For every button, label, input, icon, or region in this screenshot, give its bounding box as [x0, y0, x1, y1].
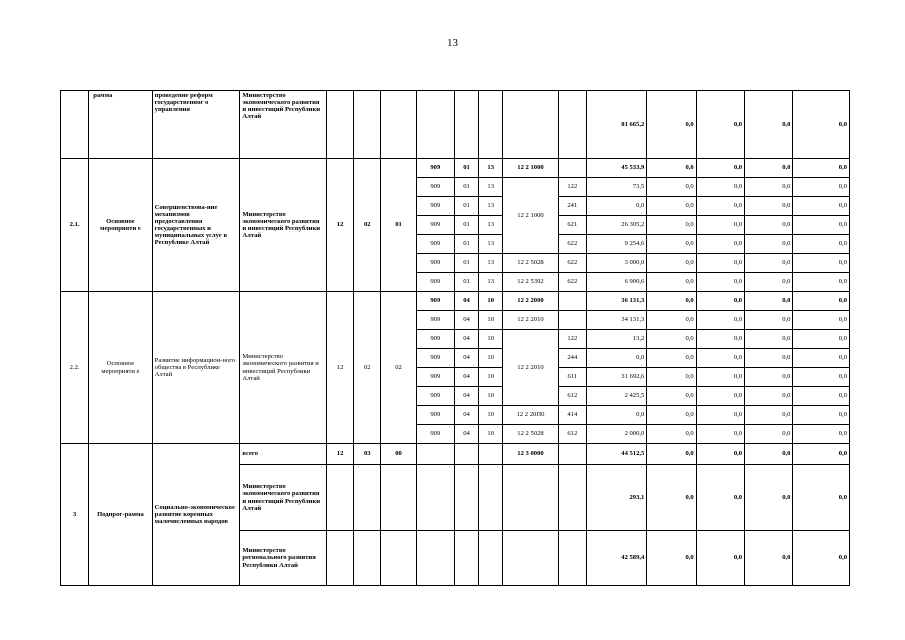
- pr-cell: 10: [479, 425, 503, 444]
- value-cell: 0,0: [745, 465, 793, 531]
- value-cell: 0,0: [647, 254, 696, 273]
- value-cell: 0,0: [647, 444, 696, 465]
- subprogram-code-cell: 02: [354, 159, 381, 292]
- value-cell: 0,0: [745, 292, 793, 311]
- rz-cell: 01: [454, 178, 478, 197]
- value-cell: 0,0: [793, 465, 850, 531]
- rz-cell: 01: [454, 216, 478, 235]
- program-code-cell: 12: [326, 444, 353, 465]
- cell-empty: [381, 465, 416, 531]
- csr-cell: 12 2 20П0: [503, 406, 558, 425]
- value-cell: 0,0: [647, 159, 696, 178]
- rz-cell: 04: [454, 349, 478, 368]
- sum-cell: 0,0: [586, 349, 646, 368]
- value-cell: 0,0: [696, 465, 744, 531]
- value-cell: 0,0: [793, 406, 850, 425]
- value-cell: 0,0: [696, 444, 744, 465]
- value-cell: 0,0: [647, 311, 696, 330]
- value-cell: 0,0: [793, 254, 850, 273]
- event-code-cell: 02: [381, 292, 416, 444]
- value-cell: 0,0: [696, 531, 744, 586]
- cell-empty: [558, 465, 586, 531]
- rz-cell: 01: [454, 273, 478, 292]
- value-cell: 0,0: [793, 197, 850, 216]
- rz-cell: 04: [454, 330, 478, 349]
- cell-empty: [558, 444, 586, 465]
- vr-cell: 612: [558, 387, 586, 406]
- value-cell: 0,0: [745, 311, 793, 330]
- value-cell: 0,0: [647, 178, 696, 197]
- pr-cell: 10: [479, 406, 503, 425]
- cell-empty: [454, 444, 478, 465]
- grbs-cell: 909: [416, 311, 454, 330]
- value-cell: 0,0: [745, 330, 793, 349]
- value-cell: 0,0: [647, 531, 696, 586]
- executor-cell: Министерство регионального развития Республики Алтай: [240, 531, 327, 586]
- name-cell: Социально-экономическое развитие коренных малочисленных народов: [152, 444, 240, 586]
- cell-empty: [558, 91, 586, 159]
- table-row: [61, 159, 850, 178]
- program-code-cell: 12: [326, 292, 353, 444]
- cell-empty: [503, 91, 558, 159]
- value-cell: 0,0: [793, 292, 850, 311]
- value-cell: 0,0: [793, 159, 850, 178]
- pr-cell: 10: [479, 387, 503, 406]
- event-code-cell: 01: [381, 159, 416, 292]
- pr-cell: 10: [479, 368, 503, 387]
- executor-cell: Министерство экономического развития и инвестиций Республики Алтай: [240, 465, 327, 531]
- cell-empty: [381, 531, 416, 586]
- value-cell: 0,0: [647, 349, 696, 368]
- sum-cell: 26 305,2: [586, 216, 646, 235]
- vr-cell: 622: [558, 254, 586, 273]
- value-cell: 0,0: [745, 235, 793, 254]
- type-cell: Основное мероприяти е: [89, 159, 152, 292]
- pr-cell: 10: [479, 292, 503, 311]
- sum-cell: 31 692,6: [586, 368, 646, 387]
- value-cell: 0,0: [793, 330, 850, 349]
- pr-cell: 13: [479, 197, 503, 216]
- pr-cell: 10: [479, 330, 503, 349]
- rz-cell: 01: [454, 254, 478, 273]
- table-row: [61, 91, 850, 159]
- value-cell: 0,0: [745, 159, 793, 178]
- sum-cell: 293,1: [586, 465, 646, 531]
- value-cell: 0,0: [647, 292, 696, 311]
- grbs-cell: 909: [416, 330, 454, 349]
- value-cell: 0,0: [745, 197, 793, 216]
- cell-empty: [416, 91, 454, 159]
- value-cell: 0,0: [793, 387, 850, 406]
- value-cell: 0,0: [696, 330, 744, 349]
- value-cell: 0,0: [793, 349, 850, 368]
- value-cell: 0,0: [647, 465, 696, 531]
- value-cell: 0,0: [647, 387, 696, 406]
- value-cell: 0,0: [745, 349, 793, 368]
- csr-cell: 12 2 5028: [503, 425, 558, 444]
- rz-cell: 04: [454, 292, 478, 311]
- subprogram-code-cell: 03: [354, 444, 381, 465]
- value-cell: 0,0: [793, 425, 850, 444]
- grbs-cell: 909: [416, 387, 454, 406]
- vr-cell: 122: [558, 178, 586, 197]
- grbs-cell: 909: [416, 178, 454, 197]
- cell-empty: [354, 531, 381, 586]
- vr-cell: [558, 292, 586, 311]
- value-cell: 0,0: [793, 91, 850, 159]
- number-cell: 2.2.: [61, 292, 89, 444]
- value-cell: 0,0: [696, 235, 744, 254]
- value-cell: 0,0: [696, 273, 744, 292]
- csr-cell: 12 2 5028: [503, 254, 558, 273]
- type-cell: Подпрог-рамма: [89, 444, 152, 586]
- csr-cell: 12 3 0000: [503, 444, 558, 465]
- sum-cell: 34 131,3: [586, 311, 646, 330]
- pr-cell: 10: [479, 311, 503, 330]
- cell-empty: [454, 465, 478, 531]
- rz-cell: 04: [454, 368, 478, 387]
- cell-empty: [454, 531, 478, 586]
- rz-cell: 04: [454, 311, 478, 330]
- value-cell: 0,0: [745, 178, 793, 197]
- pr-cell: 10: [479, 349, 503, 368]
- value-cell: 0,0: [745, 273, 793, 292]
- cell-empty: [416, 444, 454, 465]
- grbs-cell: 909: [416, 368, 454, 387]
- value-cell: 0,0: [793, 235, 850, 254]
- cell-empty: [479, 444, 503, 465]
- csr-cell: 12 2 5392: [503, 273, 558, 292]
- vr-cell: 622: [558, 273, 586, 292]
- value-cell: 0,0: [696, 368, 744, 387]
- name-cell: проведение реформ государственног о управления: [152, 91, 240, 159]
- value-cell: 0,0: [745, 387, 793, 406]
- type-cell: Основное мероприяти е: [89, 292, 152, 444]
- pr-cell: 13: [479, 159, 503, 178]
- value-cell: 0,0: [696, 91, 744, 159]
- pr-cell: 13: [479, 235, 503, 254]
- csr-cell: 12 2 1000: [503, 178, 558, 254]
- cell-empty: [326, 91, 353, 159]
- grbs-cell: 909: [416, 216, 454, 235]
- value-cell: 0,0: [696, 254, 744, 273]
- value-cell: 0,0: [696, 425, 744, 444]
- sum-cell: 73,5: [586, 178, 646, 197]
- grbs-cell: 909: [416, 254, 454, 273]
- value-cell: 0,0: [745, 91, 793, 159]
- sum-cell: 2 000,0: [586, 425, 646, 444]
- grbs-cell: 909: [416, 425, 454, 444]
- vr-cell: 611: [558, 368, 586, 387]
- vr-cell: 621: [558, 216, 586, 235]
- sum-cell: 0,0: [586, 406, 646, 425]
- executor-cell: Министерство экономического развития и инвестиций Республики Алтай: [240, 292, 327, 444]
- vr-cell: 622: [558, 235, 586, 254]
- grbs-cell: 909: [416, 235, 454, 254]
- value-cell: 0,0: [647, 330, 696, 349]
- value-cell: 0,0: [647, 216, 696, 235]
- value-cell: 0,0: [745, 531, 793, 586]
- cell-empty: [454, 91, 478, 159]
- name-cell: Совершенствова-ние механизмов предоставления государственных и муниципальных услуг в Республике Алтай: [152, 159, 240, 292]
- value-cell: 0,0: [647, 235, 696, 254]
- cell-empty: [354, 465, 381, 531]
- value-cell: 0,0: [696, 197, 744, 216]
- value-cell: 0,0: [696, 178, 744, 197]
- value-cell: 0,0: [793, 531, 850, 586]
- vr-cell: 244: [558, 349, 586, 368]
- rz-cell: 04: [454, 425, 478, 444]
- sum-cell: 9 254,6: [586, 235, 646, 254]
- cell-empty: [503, 465, 558, 531]
- executor-cell: всего: [240, 444, 327, 465]
- value-cell: 0,0: [793, 368, 850, 387]
- cell-empty: [381, 91, 416, 159]
- value-cell: 0,0: [647, 91, 696, 159]
- value-cell: 0,0: [793, 178, 850, 197]
- value-cell: 0,0: [793, 311, 850, 330]
- cell-empty: [416, 465, 454, 531]
- sum-cell: 36 131,3: [586, 292, 646, 311]
- rz-cell: 04: [454, 406, 478, 425]
- cell-empty: [416, 531, 454, 586]
- sum-cell: 45 533,9: [586, 159, 646, 178]
- value-cell: 0,0: [745, 254, 793, 273]
- csr-cell: 12 2 1000: [503, 159, 558, 178]
- cell-empty: [326, 465, 353, 531]
- grbs-cell: 909: [416, 349, 454, 368]
- rz-cell: 01: [454, 235, 478, 254]
- cell-empty: [558, 531, 586, 586]
- subprogram-code-cell: 02: [354, 292, 381, 444]
- grbs-cell: 909: [416, 292, 454, 311]
- table-row: [61, 292, 850, 311]
- vr-cell: 122: [558, 330, 586, 349]
- value-cell: 0,0: [793, 273, 850, 292]
- pr-cell: 13: [479, 216, 503, 235]
- cell-empty: [479, 91, 503, 159]
- cell-empty: [326, 531, 353, 586]
- grbs-cell: 909: [416, 159, 454, 178]
- value-cell: 0,0: [696, 292, 744, 311]
- name-cell: Развитие информацион-ного общества в Республике Алтай: [152, 292, 240, 444]
- value-cell: 0,0: [793, 444, 850, 465]
- value-cell: 0,0: [647, 197, 696, 216]
- value-cell: 0,0: [745, 216, 793, 235]
- sum-cell: 0,0: [586, 197, 646, 216]
- sum-cell: 13,2: [586, 330, 646, 349]
- cell-empty: [479, 531, 503, 586]
- grbs-cell: 909: [416, 273, 454, 292]
- table-row: [61, 444, 850, 465]
- budget-table: [60, 90, 850, 586]
- sum-cell: 2 425,5: [586, 387, 646, 406]
- value-cell: 0,0: [696, 216, 744, 235]
- rz-cell: 04: [454, 387, 478, 406]
- value-cell: 0,0: [745, 425, 793, 444]
- vr-cell: 414: [558, 406, 586, 425]
- sum-cell: 3 000,0: [586, 254, 646, 273]
- event-code-cell: 00: [381, 444, 416, 465]
- cell-empty: [61, 91, 89, 159]
- value-cell: 0,0: [696, 159, 744, 178]
- vr-cell: 241: [558, 197, 586, 216]
- value-cell: 0,0: [696, 349, 744, 368]
- grbs-cell: 909: [416, 197, 454, 216]
- pr-cell: 13: [479, 273, 503, 292]
- sum-cell: 6 900,6: [586, 273, 646, 292]
- value-cell: 0,0: [696, 311, 744, 330]
- executor-cell: Министерство экономического развития и инвестиций Республики Алтай: [240, 91, 327, 159]
- value-cell: 0,0: [647, 368, 696, 387]
- number-cell: 2.1.: [61, 159, 89, 292]
- rz-cell: 01: [454, 197, 478, 216]
- vr-cell: [558, 311, 586, 330]
- cell-empty: [503, 531, 558, 586]
- sum-cell: 44 512,5: [586, 444, 646, 465]
- value-cell: 0,0: [745, 444, 793, 465]
- cell-empty: [479, 465, 503, 531]
- value-cell: 0,0: [696, 387, 744, 406]
- value-cell: 0,0: [696, 406, 744, 425]
- value-cell: 0,0: [647, 406, 696, 425]
- csr-cell: 12 2 2010: [503, 330, 558, 406]
- page-number: 13: [447, 37, 458, 49]
- executor-cell: Министерство экономического развития и инвестиций Республики Алтай: [240, 159, 327, 292]
- cell-empty: [354, 91, 381, 159]
- pr-cell: 13: [479, 178, 503, 197]
- sum-cell: 42 589,4: [586, 531, 646, 586]
- value-cell: 0,0: [745, 406, 793, 425]
- vr-cell: 612: [558, 425, 586, 444]
- rz-cell: 01: [454, 159, 478, 178]
- vr-cell: [558, 159, 586, 178]
- number-cell: 3: [61, 444, 89, 586]
- value-cell: 0,0: [793, 216, 850, 235]
- grbs-cell: 909: [416, 406, 454, 425]
- pr-cell: 13: [479, 254, 503, 273]
- value-cell: 0,0: [647, 273, 696, 292]
- value-cell: 0,0: [745, 368, 793, 387]
- csr-cell: 12 2 2010: [503, 311, 558, 330]
- value-cell: 0,0: [647, 425, 696, 444]
- csr-cell: 12 2 2000: [503, 292, 558, 311]
- type-cell: рамма: [89, 91, 152, 159]
- program-code-cell: 12: [326, 159, 353, 292]
- sum-cell: 81 665,2: [586, 91, 646, 159]
